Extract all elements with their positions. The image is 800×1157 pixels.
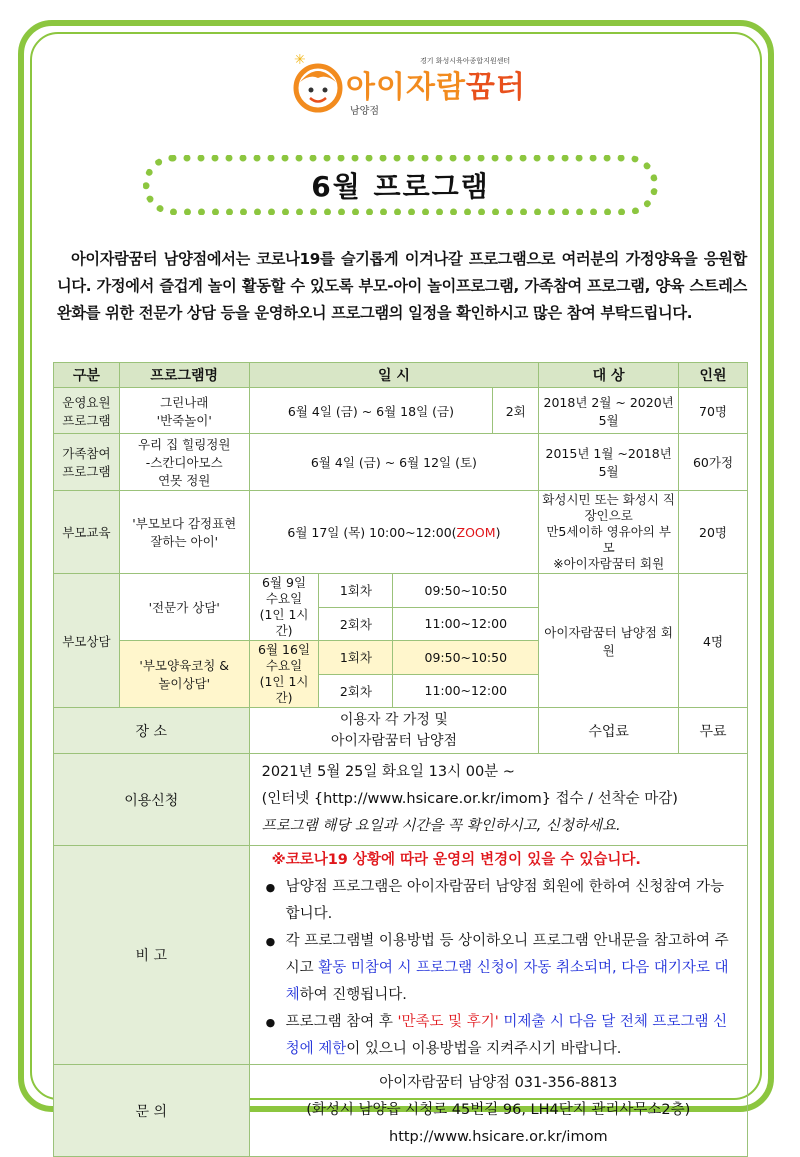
note-item: ● 프로그램 참여 후 '만족도 및 후기' 미제출 시 다음 달 전체 프로그램 신청에 제한이 있으니 이용방법을 지켜주시기 바랍니다. bbox=[286, 1009, 737, 1063]
place-label: 장 소 bbox=[54, 708, 250, 754]
apply-line2: (인터넷 {http://www.hsicare.or.kr/imom} 접수 / 선착순 마감) bbox=[261, 791, 678, 807]
counsel-round: 2회차 bbox=[319, 607, 393, 641]
contact-line2: (화성시 남양읍 시청로 45번길 96, LH4단지 관리사무소2층) bbox=[306, 1102, 691, 1118]
logo bbox=[290, 48, 530, 120]
header-category: 구분 bbox=[54, 363, 120, 388]
row-category: 부모교육 bbox=[54, 491, 120, 574]
row-target: 화성시민 또는 화성시 직장인으로 만5세이하 영유아의 부모 ※아이자람꿈터 회원 bbox=[539, 491, 679, 574]
counsel-round: 2회차 bbox=[319, 674, 393, 708]
apply-line1: 2021년 5월 25일 화요일 13시 00분 ~ bbox=[261, 764, 515, 780]
counsel-round: 1회차 bbox=[319, 641, 393, 675]
notes-content bbox=[249, 846, 747, 1065]
counsel-time: 11:00~12:00 bbox=[393, 607, 539, 641]
apply-label: 이용신청 bbox=[54, 754, 250, 846]
row-date: 6월 4일 (금) ~ 6월 12일 (토) bbox=[249, 434, 539, 491]
fee-value: 무료 bbox=[679, 708, 748, 754]
place-row bbox=[54, 708, 748, 754]
row-date: 6월 17일 (목) 10:00~12:00(ZOOM) bbox=[249, 491, 539, 574]
notes-warning: ※코로나19 상황에 따라 운영의 변경이 있을 수 있습니다. bbox=[271, 852, 641, 868]
row-target: 2018년 2월 ~ 2020년 5월 bbox=[539, 388, 679, 434]
program-table bbox=[53, 362, 748, 1157]
counsel-count: 4명 bbox=[679, 574, 748, 708]
table-row bbox=[54, 491, 748, 574]
row-category: 운영요원 프로그램 bbox=[54, 388, 120, 434]
row-date: 6월 4일 (금) ~ 6월 18일 (금) bbox=[249, 388, 493, 434]
counsel-time: 09:50~10:50 bbox=[393, 574, 539, 608]
contact-line1: 아이자람꿈터 남양점 031-356-8813 bbox=[379, 1075, 618, 1091]
note-item: ● 각 프로그램별 이용방법 등 상이하오니 프로그램 안내문을 참고하여 주시고 활동 미참여 시 프로그램 신청이 자동 취소되며, 다음 대기자로 대체하여 진행됩니다. bbox=[286, 928, 737, 1009]
zoom-label: ZOOM bbox=[456, 525, 496, 540]
contact-content bbox=[249, 1065, 747, 1157]
table-header-row bbox=[54, 363, 748, 388]
counsel-time: 11:00~12:00 bbox=[393, 674, 539, 708]
row-target: 2015년 1월 ~2018년 5월 bbox=[539, 434, 679, 491]
row-program: '부모보다 감정표현 잘하는 아이' bbox=[119, 491, 249, 574]
header-program: 프로그램명 bbox=[119, 363, 249, 388]
page-title: 6월 프로그램 bbox=[311, 170, 490, 203]
logo-org: 경기 화성시육아종합지원센터 bbox=[420, 57, 511, 65]
table-row bbox=[54, 434, 748, 491]
counsel-day: 6월 9일 수요일 (1인 1시간) bbox=[249, 574, 319, 641]
apply-content bbox=[249, 754, 747, 846]
logo-name: 아이자람꿈터 bbox=[346, 70, 526, 105]
row-count: 20명 bbox=[679, 491, 748, 574]
intro-paragraph: 아이자람꿈터 남양점에서는 코로나19를 슬기롭게 이겨나갈 프로그램으로 여러분의 가정양육을 응원합니다. 가정에서 즐겁게 놀이 활동할 수 있도록 부모-아이 놀이프로그램, 가족참여 프로그램, 양육 스트레스 완화를 위한 전문가 상담 등을 운영하오니 프로그램의 일정을 확인하시고 많은 참여 부탁드립니다. bbox=[57, 250, 747, 322]
fee-label: 수업료 bbox=[539, 708, 679, 754]
table-row bbox=[54, 574, 748, 608]
title-box bbox=[143, 155, 658, 215]
counsel-category: 부모상담 bbox=[54, 574, 120, 708]
row-count: 60가정 bbox=[679, 434, 748, 491]
place-value: 이용자 각 가정 및 아이자람꿈터 남양점 bbox=[249, 708, 539, 754]
notes-row bbox=[54, 846, 748, 1065]
counsel-program: '부모양육코칭 & 놀이상담' bbox=[119, 641, 249, 708]
svg-text:✳: ✳ bbox=[294, 54, 306, 68]
logo-branch: 남양점 bbox=[350, 106, 379, 117]
header-count: 인원 bbox=[679, 363, 748, 388]
contact-url[interactable]: http://www.hsicare.or.kr/imom bbox=[389, 1129, 608, 1145]
contact-row bbox=[54, 1065, 748, 1157]
table-row bbox=[54, 388, 748, 434]
counsel-program: '전문가 상담' bbox=[119, 574, 249, 641]
header-date: 일 시 bbox=[249, 363, 539, 388]
apply-line3: 프로그램 해당 요일과 시간을 꼭 확인하시고, 신청하세요. bbox=[261, 818, 621, 834]
counsel-round: 1회차 bbox=[319, 574, 393, 608]
counsel-day: 6월 16일 수요일 (1인 1시간) bbox=[249, 641, 319, 708]
counsel-time: 09:50~10:50 bbox=[393, 641, 539, 675]
counsel-target: 아이자람꿈터 남양점 회원 bbox=[539, 574, 679, 708]
note-item: ● 남양점 프로그램은 아이자람꿈터 남양점 회원에 한하여 신청참여 가능합니다. bbox=[286, 874, 737, 928]
contact-label: 문 의 bbox=[54, 1065, 250, 1157]
row-times: 2회 bbox=[493, 388, 539, 434]
notes-label: 비 고 bbox=[54, 846, 250, 1065]
apply-row bbox=[54, 754, 748, 846]
row-program: 우리 집 힐링정원 -스칸디아모스 연못 정원 bbox=[119, 434, 249, 491]
row-count: 70명 bbox=[679, 388, 748, 434]
header-target: 대 상 bbox=[539, 363, 679, 388]
row-program: 그린나래 '반죽놀이' bbox=[119, 388, 249, 434]
child-face-icon bbox=[290, 54, 346, 114]
row-category: 가족참여 프로그램 bbox=[54, 434, 120, 491]
